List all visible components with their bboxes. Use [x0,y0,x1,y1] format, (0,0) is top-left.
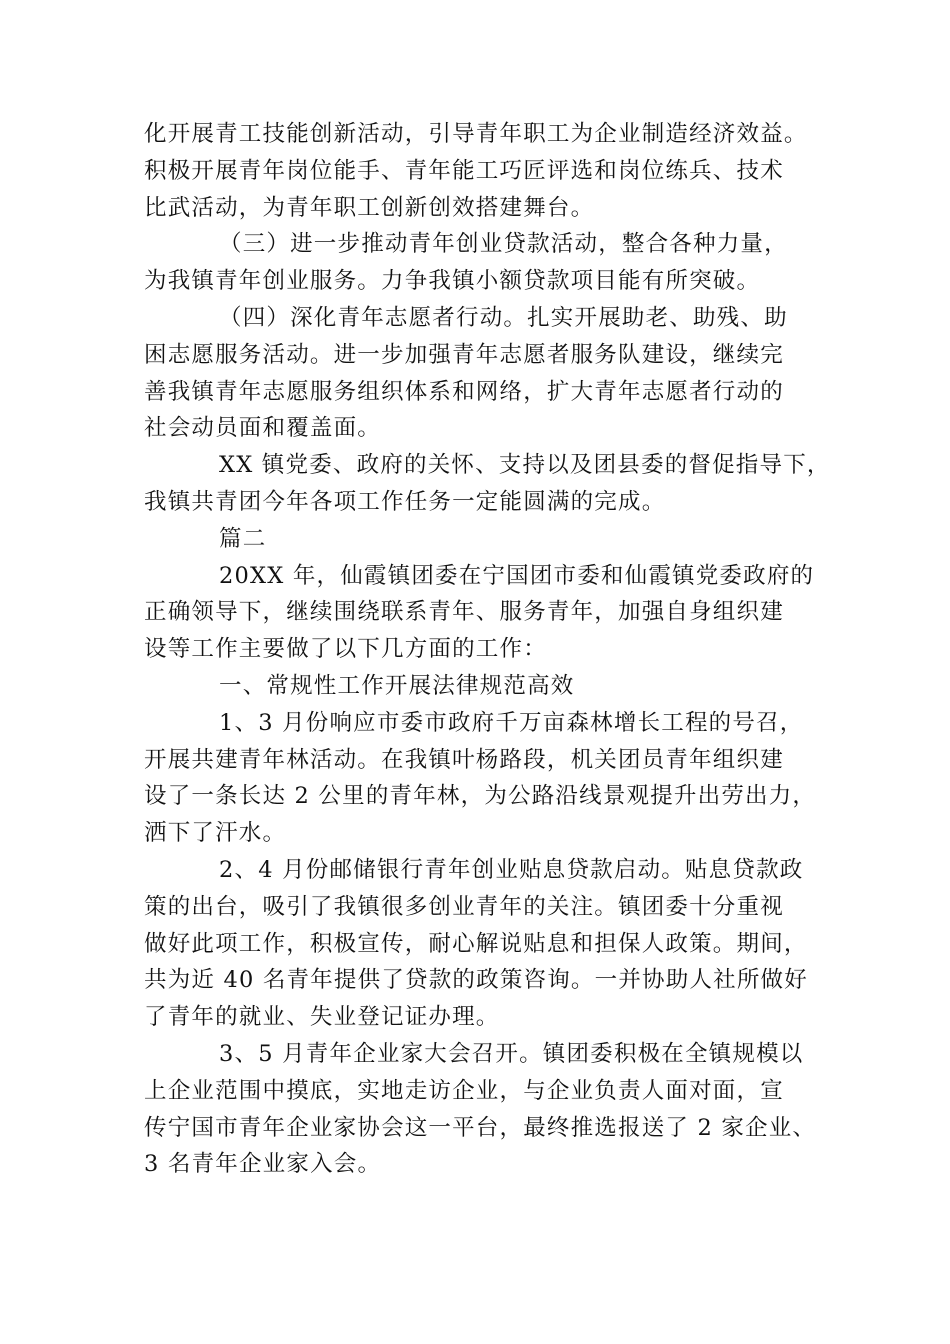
paragraph-start-line: 篇二 [219,525,267,552]
text-line: 策的出台，吸引了我镇很多创业青年的关注。镇团委十分重视 [144,893,784,920]
text-line: 社会动员面和覆盖面。 [144,415,382,442]
text-line: 正确领导下，继续围绕联系青年、服务青年，加强自身组织建 [144,599,784,626]
text-line: 3 名青年企业家入会。 [144,1151,382,1178]
text-line: 共为近 40 名青年提供了贷款的政策咨询。一并协助人社所做好 [144,967,808,994]
paragraph-start-line: 1、3 月份响应市委市政府千万亩森林增长工程的号召， [219,709,804,736]
text-line: 积极开展青年岗位能手、青年能工巧匠评选和岗位练兵、技术 [144,157,784,184]
text-line: 传宁国市青年企业家协会这一平台，最终推选报送了 2 家企业、 [144,1114,817,1141]
text-line: 了青年的就业、失业登记证办理。 [144,1004,500,1031]
text-line: 比武活动，为青年职工创新创效搭建舞台。 [144,194,595,221]
text-line: 为我镇青年创业服务。力争我镇小额贷款项目能有所突破。 [144,268,761,295]
paragraph-start-line: 20XX 年，仙霞镇团委在宁国团市委和仙霞镇党委政府的 [219,562,815,589]
text-line: 我镇共青团今年各项工作任务一定能圆满的完成。 [144,488,666,515]
paragraph-start-line: （四）深化青年志愿者行动。扎实开展助老、助残、助 [219,304,788,331]
paragraph-start-line: 2、4 月份邮储银行青年创业贴息贷款启动。贴息贷款政 [219,856,804,883]
text-line: 开展共建青年林活动。在我镇叶杨路段，机关团员青年组织建 [144,746,784,773]
text-line: 设等工作主要做了以下几方面的工作： [144,636,547,663]
paragraph-start-line: 3、5 月青年企业家大会召开。镇团委积极在全镇规模以 [219,1040,804,1067]
text-line: 困志愿服务活动。进一步加强青年志愿者服务队建设，继续完 [144,341,784,368]
text-line: 善我镇青年志愿服务组织体系和网络，扩大青年志愿者行动的 [144,378,784,405]
paragraph-start-line: （三）进一步推动青年创业贷款活动，整合各种力量， [219,231,788,258]
text-line: 化开展青工技能创新活动，引导青年职工为企业制造经济效益。 [144,121,808,147]
paragraph-start-line: 一、常规性工作开展法律规范高效 [219,672,575,699]
text-line: 设了一条长达 2 公里的青年林，为公路沿线景观提升出劳出力， [144,783,817,810]
paragraph-start-line: XX 镇党委、政府的关怀、支持以及团县委的督促指导下， [219,452,831,479]
text-line: 洒下了汗水。 [144,820,287,847]
text-line: 做好此项工作，积极宣传，耐心解说贴息和担保人政策。期间， [144,930,808,957]
text-line: 上企业范围中摸底，实地走访企业，与企业负责人面对面，宣 [144,1077,784,1104]
document-body [144,116,831,1183]
